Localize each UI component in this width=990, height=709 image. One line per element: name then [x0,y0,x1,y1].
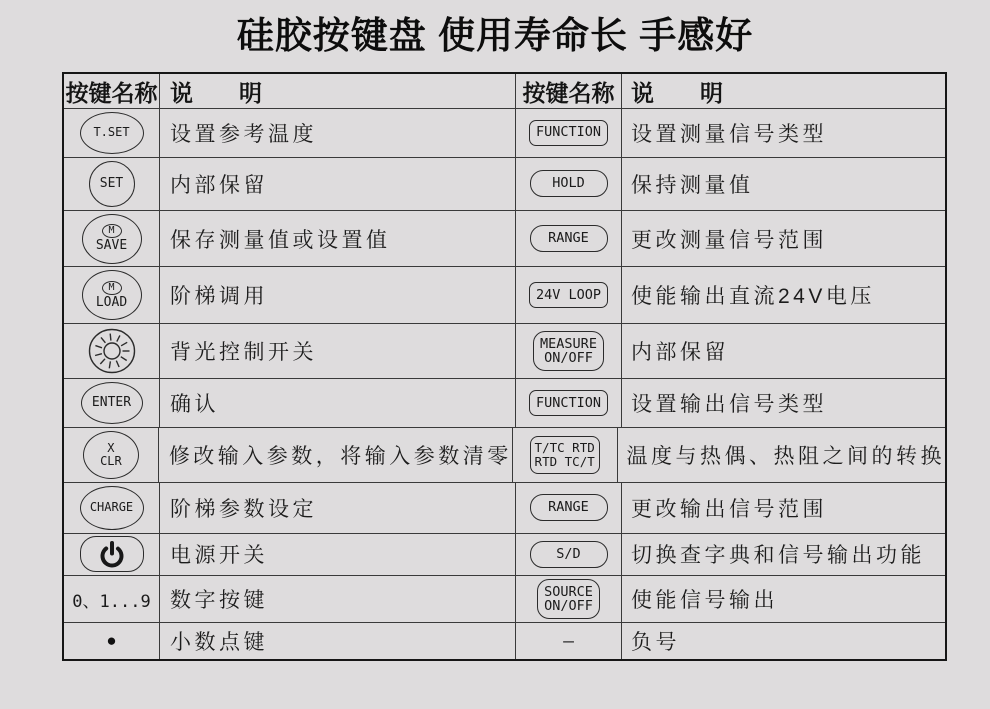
right-key-cell [516,158,622,210]
key-label: T.SET [93,125,130,140]
set-key [89,161,135,207]
right-key-cell [516,534,622,576]
key-label: SAVE [95,237,128,253]
m-badge: M [102,224,122,238]
key-label: T/TC RTD [534,440,595,456]
left-desc-cell: 确认 [160,379,516,427]
enter-key [81,382,143,424]
left-key-cell [64,534,160,576]
right-desc-cell: 切换查字典和信号输出功能 [631,544,925,568]
key-label: S/D [556,545,581,562]
key-label: ON/OFF [544,598,593,615]
right-key-cell [516,109,622,157]
tset-key [80,112,144,154]
right-key-cell [516,379,622,427]
table-row [64,575,945,622]
left-desc-cell: 设置参考温度 [160,109,516,157]
minus-sign-label: — [563,630,574,652]
table-row [64,108,945,157]
keypad-spec-table [62,72,947,661]
right-desc-cell: 使能输出直流24V电压 [631,285,875,309]
left-key-cell [64,158,160,210]
left-desc-cell: 内部保留 [160,158,516,210]
right-desc-cell: 温度与热偶、热阻之间的转换 [626,444,945,468]
left-desc-cell: 修改输入参数，将输入参数清零 [159,428,513,482]
page-title: 硅胶按键盘 使用寿命长 手感好 [236,15,754,56]
right-key-cell [516,267,622,323]
range-key [530,494,608,521]
left-desc-cell: 电源开关 [160,534,516,576]
key-label: ON/OFF [544,350,593,367]
left-key-cell [64,623,160,659]
table-row [64,210,945,267]
x-clr-key [83,431,139,479]
header-right-desc: 说 明 [631,79,723,106]
range-key [530,225,608,252]
table-row [64,427,945,482]
table-row [64,157,945,210]
left-key-cell [64,109,160,157]
left-key-cell [64,428,159,482]
table-row [64,622,945,659]
key-label: LOAD [95,294,128,310]
measure-onoff-key [533,331,604,371]
table-row [64,323,945,378]
header-left-key: 按键名称 [64,74,160,108]
table-row [64,482,945,533]
left-key-cell [64,267,160,323]
left-key-cell [64,211,160,267]
right-key-cell [516,324,622,378]
key-label: FUNCTION [535,124,602,141]
key-label: RANGE [548,499,589,516]
left-key-cell [64,379,160,427]
left-desc-cell: 数字按键 [160,576,516,622]
header-row [64,74,945,108]
right-desc-cell: 负号 [631,631,680,655]
digit-keys-label: 0、1...9 [72,591,151,612]
left-key-cell [64,483,160,533]
sd-key [530,541,608,568]
left-key-cell [64,324,160,378]
right-key-cell [513,428,618,482]
key-label: X [107,440,115,455]
right-desc-cell: 使能信号输出 [631,589,778,613]
left-key-cell [64,576,160,622]
key-label: 24V LOOP [535,286,602,303]
key-label: RANGE [548,230,589,247]
right-key-cell [516,623,622,659]
header-right-key: 按键名称 [516,74,622,108]
right-desc-cell: 保持测量值 [631,173,754,197]
key-label: MEASURE [540,335,597,352]
left-desc-cell: 阶梯调用 [160,267,516,323]
power-key [80,536,144,572]
right-key-cell [516,576,622,622]
key-label: ENTER [91,394,132,410]
function-key [529,390,608,416]
right-desc-cell: 内部保留 [631,341,729,365]
table-row [64,378,945,427]
m-save-key [82,214,142,264]
key-label: CLR [100,453,122,468]
right-key-cell [516,483,622,533]
power-icon [97,539,127,569]
header-left-desc: 说 明 [160,74,516,108]
key-label: HOLD [552,175,585,192]
key-label: SOURCE [544,584,593,601]
right-key-cell [516,211,622,267]
key-label: RTD TC/T [534,453,595,469]
backlight-sun-icon [88,327,136,375]
m-badge: M [102,281,122,295]
left-desc-cell: 保存测量值或设置值 [160,211,516,267]
right-desc-cell: 更改输出信号范围 [631,497,827,521]
left-desc-cell: 背光控制开关 [160,324,516,378]
ttc-rtd-key [530,436,600,474]
m-load-key [82,270,142,320]
charge-key [80,486,144,530]
hold-key [530,170,608,197]
right-desc-cell: 设置输出信号类型 [631,392,827,416]
key-label: FUNCTION [535,394,602,411]
key-label: CHARGE [89,500,134,514]
table-row [64,266,945,323]
source-onoff-key [537,579,600,619]
decimal-point-icon: ● [106,631,117,651]
function-key [529,120,608,146]
left-desc-cell: 阶梯参数设定 [160,483,516,533]
key-label: SET [99,175,124,191]
table-row [64,533,945,576]
right-desc-cell: 设置测量信号类型 [631,122,827,146]
right-desc-cell: 更改测量信号范围 [631,228,827,252]
24v-loop-key [529,282,608,308]
left-desc-cell: 小数点键 [160,623,516,659]
